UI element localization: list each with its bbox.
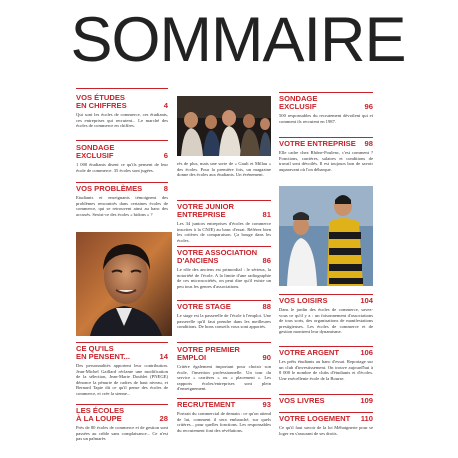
students-photo (177, 96, 271, 156)
entry-title: VOS LIVRES (279, 396, 325, 405)
page-number: 8 (163, 184, 168, 193)
entry-description: Qui sont les écoles de commerce, ces étudiants, ces entreprises qui recrutent... Le marché des écoles de commerce en chiffres. (76, 112, 168, 128)
toc-entry-etudes[interactable] (76, 94, 168, 129)
entry-title: VOTRE ARGENT (279, 348, 340, 357)
entry-title: VOTRE PREMIER EMPLOI (177, 345, 240, 362)
toc-entry-loisirs[interactable] (279, 297, 373, 335)
entry-title: SONDAGE EXCLUSIF (279, 94, 318, 111)
page-title: SOMMAIRE (70, 5, 406, 75)
page-number: 14 (159, 352, 168, 361)
toc-entry-stage[interactable] (177, 303, 271, 330)
page-number: 4 (163, 101, 168, 110)
page-number: 104 (360, 296, 373, 305)
page-number: 109 (360, 396, 373, 405)
entry-description: Ce qu'il faut savoir de la loi Méhaignerie pour se loger en s'assurant de ses droits. (279, 425, 373, 436)
toc-entry-emploi[interactable] (177, 346, 271, 392)
toc-entry-junior[interactable] (177, 203, 271, 243)
costume-photo (279, 186, 373, 286)
photo-caption: rès de plus, mais une sorte de « Gault et Millau » des écoles. Pour la première fois, un magazine donne des écoles aux étudiants. Un événement. (177, 161, 271, 177)
right-column (279, 0, 373, 458)
entry-description: Portrait du commercial de demain : ce qu'on attend de lui, comment il sera embauché, sur quels critères... pour quelles fonctions. Les responsables du recrutement font des révélations. (177, 411, 271, 433)
toc-entry-penseurs[interactable] (76, 345, 168, 396)
entry-title: VOTRE STAGE (177, 302, 231, 311)
page-number: 90 (262, 353, 271, 362)
toc-entry-problemes[interactable] (76, 185, 168, 217)
page-number: 88 (262, 302, 271, 311)
entry-description: Elle cadre chez Rhône-Poulenc, c'est comment ? Fonctions, carrières, salaires et conditions de travail sont dévoilés. Il est toujours bon de savoir auparavant où l'on débarque. (279, 150, 373, 172)
portrait-photo (76, 232, 172, 336)
toc-entry-livres[interactable] (279, 397, 373, 405)
entry-title: VOTRE ASSOCIATION D'ANCIENS (177, 248, 258, 265)
toc-entry-entreprise[interactable] (279, 140, 373, 172)
page-number: 106 (360, 348, 373, 357)
entry-description: Critère également important pour choisir son école, l'insertion professionnelle. Un tour du service « carrières » ou « placement ». Les rapports écoles/entreprises sont plein d'enseignement. (177, 364, 271, 391)
page-number: 96 (364, 102, 373, 111)
entry-title: LES ÉCOLES À LA LOUPE (76, 406, 125, 423)
entry-description: Les prêts étudiants au banc d'essai. Reportage sur un club d'investissement. On trouve aujourd'hui à 8 000 le nombre de clubs d'étudiants et d'écoles. Une exécellente école de la Bourse. (279, 359, 373, 381)
page-number: 6 (163, 151, 168, 160)
entry-description: Dans le jardin des écoles de commerce, savez-vous ce qu'il y a : un foisonnement d'associations de tous sorts, des organisations de manifestations prestigieuses. Les écoles de commerce et de gestion montrent leur dynamisme. (279, 307, 373, 334)
toc-entry-sondage-etudiants[interactable] (76, 144, 168, 173)
entry-description: Les 34 juniors entreprises d'écoles de commerce inscrites à la CNJE) au banc d'essai. Référez bien les critères de comparaison. Ça bouge dans les écoles. (177, 221, 271, 243)
toc-entry-association[interactable] (177, 249, 271, 289)
entry-title: CE QU'ILS EN PENSENT... (76, 344, 131, 361)
toc-entry-argent[interactable] (279, 349, 373, 381)
entry-description: Le rôle des anciens est primordial : le sérieux, la notoriété de l'école. A la limite d'une radiographie de ces microsociétés, on peut dire qu'il existe un peu tous les genres d'associations. (177, 267, 271, 289)
entry-title: VOTRE JUNIOR ENTREPRISE (177, 202, 234, 219)
entry-title: VOTRE LOGEMENT (279, 414, 351, 423)
page-number: 93 (262, 400, 271, 409)
middle-column (177, 0, 271, 458)
left-column (76, 0, 168, 458)
entry-title: RECRUTEMENT (177, 400, 236, 409)
toc-entry-sondage-recruteurs[interactable] (279, 95, 373, 124)
entry-description: 1 000 étudiants disent ce qu'ils pensent de leur école de commerce. 35 écoles sont jugées. (76, 162, 168, 173)
page-number: 98 (364, 139, 373, 148)
entry-title: SONDAGE EXCLUSIF (76, 143, 115, 160)
entry-description: Près de 80 écoles de commerce et de gestion sont passées au crible sans complaisance... Ce n'est pas un palmarès (76, 425, 168, 441)
page-number: 28 (159, 414, 168, 423)
toc-entry-recrutement[interactable] (177, 401, 271, 433)
entry-description: 500 responsables du recrutement dévoilent qui et comment ils recrutent en 1987. (279, 113, 373, 124)
entry-title: VOTRE ENTREPRISE (279, 139, 356, 148)
entry-title: VOS ÉTUDES EN CHIFFRES (76, 93, 127, 110)
page-number: 86 (262, 256, 271, 265)
page-number: 81 (262, 210, 271, 219)
entry-description: Etudiants et enseignants témoignent des problèmes rencontrés dans certaines écoles de commerce, qui se retrouvent ainsi au banc des accusés. Sexist-ce des écoles « bidons » ? (76, 195, 168, 217)
entry-description: Des personnalités apportent leur contribution. Jean-Michel Gaillard réclame une modification de la sélection, Jean-Marie Doublet (PNEGE) dénonce la pénurie de cadres de haut niveau, et Bernard Tapie dit ce qu'il pense des écoles de commerce, et crée la sienne... (76, 363, 168, 396)
page-number: 110 (360, 414, 373, 423)
entry-title: VOS LOISIRS (279, 296, 328, 305)
toc-entry-loupe[interactable] (76, 407, 168, 442)
entry-description: Le stage est la passerelle de l'école à l'emploi. Une passerelle qu'il faut prendre dans les meilleures conditions. De bons conseils vous sont apportés. (177, 313, 271, 329)
toc-entry-logement[interactable] (279, 415, 373, 436)
entry-title: VOS PROBLÈMES (76, 184, 143, 193)
